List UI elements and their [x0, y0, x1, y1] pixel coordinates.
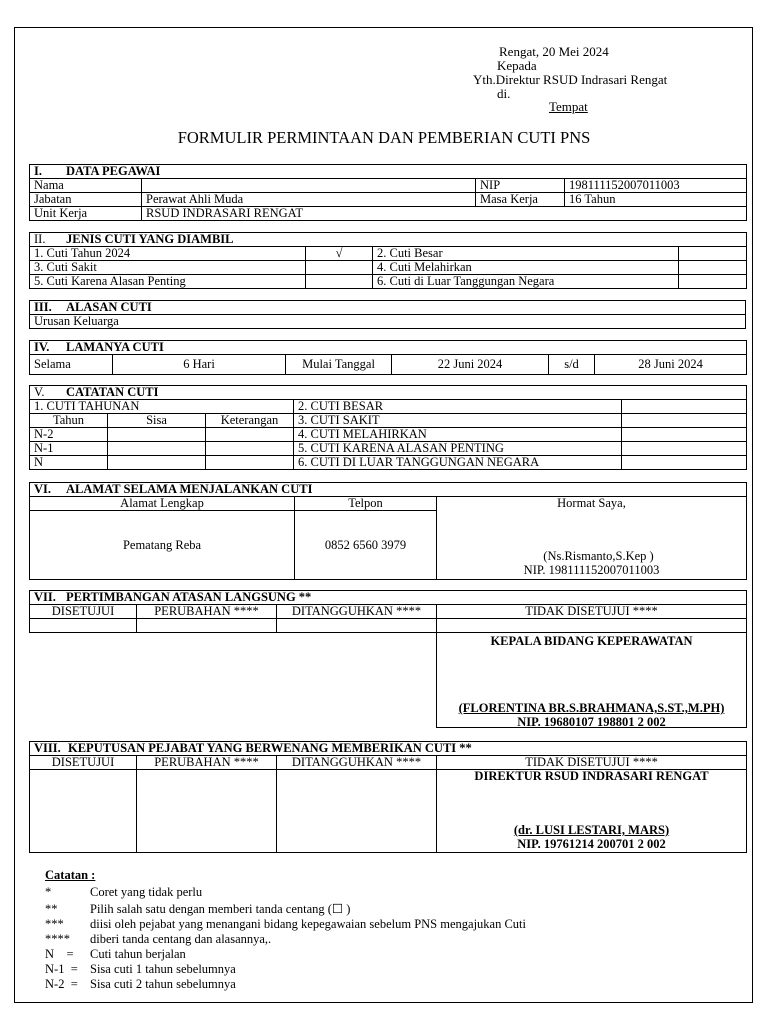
disetujui-checkbox[interactable]	[30, 770, 137, 853]
cuti-option-label: 3. Cuti Sakit	[30, 261, 306, 275]
keterangan-field[interactable]	[206, 442, 294, 456]
note-text: Sisa cuti 1 tahun sebelumnya	[90, 962, 236, 976]
form-title: FORMULIR PERMINTAAN DAN PEMBERIAN CUTI PNS	[177, 128, 591, 147]
nama-label: Nama	[30, 179, 142, 193]
section-number: III.	[34, 300, 52, 314]
section-number: VIII.	[34, 741, 61, 755]
catatan-right-field[interactable]	[622, 400, 747, 414]
section-title: ALASAN CUTI	[66, 300, 152, 314]
note-key: ****	[45, 932, 70, 946]
atasan-name: (FLORENTINA BR.S.BRAHMANA,S.ST.,M.PH)	[458, 701, 725, 715]
section-pertimbangan-atasan	[29, 590, 747, 728]
hormat-saya-cell	[437, 497, 747, 580]
section-title: DATA PEGAWAI	[66, 164, 161, 178]
atasan-signature-cell	[437, 633, 747, 728]
note-item	[45, 977, 526, 992]
catatan-right-label: 5. CUTI KARENA ALASAN PENTING	[294, 442, 622, 456]
unit-kerja-field[interactable]: RSUD INDRASARI RENGAT	[142, 207, 747, 221]
cuti-checkbox[interactable]	[679, 247, 747, 261]
col-disetujui: DISETUJUI	[30, 605, 137, 619]
catatan-notes	[45, 868, 526, 992]
note-item	[45, 962, 526, 977]
catatan-right-field[interactable]	[622, 414, 747, 428]
section-alasan-cuti	[29, 300, 746, 329]
nip-label: NIP	[476, 179, 565, 193]
section-title: CATATAN CUTI	[66, 385, 159, 399]
note-text: Pilih salah satu dengan memberi tanda centang (☐ )	[90, 902, 351, 916]
catatan-right-label: 2. CUTI BESAR	[294, 400, 622, 414]
section-data-pegawai	[29, 164, 747, 221]
note-text: Sisa cuti 2 tahun sebelumnya	[90, 977, 236, 991]
catatan-right-label: 3. CUTI SAKIT	[294, 414, 622, 428]
section-number: II.	[34, 232, 46, 246]
year-label: N-2	[30, 428, 108, 442]
kepada-label: Kepada	[497, 58, 537, 73]
unit-kerja-label: Unit Kerja	[30, 207, 142, 221]
di-label: di.	[497, 86, 511, 101]
note-item	[45, 885, 526, 900]
applicant-name: (Ns.Rismanto,S.Kep )	[543, 549, 654, 563]
nama-field[interactable]	[142, 179, 476, 193]
alamat-field[interactable]: Pematang Reba	[30, 511, 295, 580]
tempat-label: Tempat	[549, 99, 588, 114]
col-ditangguhkan: DITANGGUHKAN ****	[277, 605, 437, 619]
keterangan-field[interactable]	[206, 428, 294, 442]
cuti-option-label: 1. Cuti Tahun 2024	[30, 247, 306, 261]
cuti-option-label: 2. Cuti Besar	[373, 247, 679, 261]
col-tidak-disetujui: TIDAK DISETUJUI ****	[437, 605, 747, 619]
tidak-disetujui-checkbox[interactable]	[437, 619, 747, 633]
note-key: N =	[45, 947, 74, 961]
catatan-right-field[interactable]	[622, 442, 747, 456]
keterangan-field[interactable]	[206, 456, 294, 470]
place-date: Rengat, 20 Mei 2024	[499, 44, 609, 59]
mulai-tanggal-label: Mulai Tanggal	[286, 355, 392, 375]
note-key: *	[45, 885, 52, 899]
jabatan-label: Jabatan	[30, 193, 142, 207]
addressee: Yth.Direktur RSUD Indrasari Rengat	[473, 72, 668, 87]
col-tahun: Tahun	[30, 414, 108, 428]
section-catatan-cuti	[29, 385, 747, 470]
nip-field[interactable]: 198111152007011003	[565, 179, 747, 193]
perubahan-checkbox[interactable]	[137, 770, 277, 853]
cuti-checkbox[interactable]	[306, 275, 373, 289]
note-item	[45, 917, 526, 932]
catatan-right-label: 6. CUTI DI LUAR TANGGUNGAN NEGARA	[294, 456, 622, 470]
cuti-checkbox[interactable]: √	[306, 247, 373, 261]
cuti-tahunan-label: 1. CUTI TAHUNAN	[30, 400, 294, 414]
section-alamat	[29, 482, 747, 580]
selama-field[interactable]: 6 Hari	[113, 355, 286, 375]
cuti-option-label: 4. Cuti Melahirkan	[373, 261, 679, 275]
atasan-position: KEPALA BIDANG KEPERAWATAN	[490, 634, 693, 648]
catatan-right-label: 4. CUTI MELAHIRKAN	[294, 428, 622, 442]
sd-label: s/d	[549, 355, 595, 375]
col-tidak-disetujui: TIDAK DISETUJUI ****	[437, 756, 747, 770]
ditangguhkan-checkbox[interactable]	[277, 770, 437, 853]
direktur-position: DIREKTUR RSUD INDRASARI RENGAT	[474, 769, 709, 783]
section-number: VI.	[34, 482, 52, 496]
section-title: JENIS CUTI YANG DIAMBIL	[66, 232, 234, 246]
sisa-field[interactable]	[108, 456, 206, 470]
note-text: Cuti tahun berjalan	[90, 947, 186, 961]
empty-area	[30, 633, 437, 728]
section-number: VII.	[34, 590, 56, 604]
masa-kerja-label: Masa Kerja	[476, 193, 565, 207]
note-text: Coret yang tidak perlu	[90, 885, 203, 899]
section-title: ALAMAT SELAMA MENJALANKAN CUTI	[66, 482, 313, 496]
note-item	[45, 902, 526, 917]
cuti-option-label: 6. Cuti di Luar Tanggungan Negara	[373, 275, 679, 289]
direktur-name: (dr. LUSI LESTARI, MARS)	[513, 823, 670, 837]
cuti-checkbox[interactable]	[679, 275, 747, 289]
telpon-header: Telpon	[295, 497, 437, 511]
section-title: LAMANYA CUTI	[66, 340, 164, 354]
jabatan-field[interactable]: Perawat Ahli Muda	[142, 193, 476, 207]
year-label: N-1	[30, 442, 108, 456]
section-number: I.	[34, 164, 42, 178]
catatan-right-field[interactable]	[622, 456, 747, 470]
col-keterangan: Keterangan	[206, 414, 294, 428]
direktur-signature-cell	[437, 770, 747, 853]
note-text: diisi oleh pejabat yang menangani bidang kepegawaian sebelum PNS mengajukan Cuti	[90, 917, 527, 931]
note-item	[45, 947, 526, 962]
section-title: PERTIMBANGAN ATASAN LANGSUNG **	[66, 590, 312, 604]
note-key: N-1 =	[45, 962, 78, 976]
direktur-nip: NIP. 19761214 200701 2 002	[517, 837, 666, 851]
col-perubahan: PERUBAHAN ****	[137, 605, 277, 619]
sampai-tanggal-field[interactable]: 28 Juni 2024	[595, 355, 747, 375]
catatan-right-field[interactable]	[622, 428, 747, 442]
cuti-checkbox[interactable]	[679, 261, 747, 275]
notes-title: Catatan :	[45, 868, 96, 882]
col-perubahan: PERUBAHAN ****	[137, 756, 277, 770]
col-ditangguhkan: DITANGGUHKAN ****	[277, 756, 437, 770]
note-key: **	[45, 902, 58, 916]
sisa-field[interactable]	[108, 428, 206, 442]
section-jenis-cuti	[29, 232, 747, 289]
year-label: N	[30, 456, 108, 470]
applicant-nip: NIP. 198111152007011003	[523, 563, 660, 577]
cuti-checkbox[interactable]	[306, 261, 373, 275]
alasan-field[interactable]: Urusan Keluarga	[30, 315, 746, 329]
atasan-nip: NIP. 19680107 198801 2 002	[517, 715, 666, 728]
sisa-field[interactable]	[108, 442, 206, 456]
selama-label: Selama	[30, 355, 113, 375]
perubahan-checkbox[interactable]	[137, 619, 277, 633]
col-disetujui: DISETUJUI	[30, 756, 137, 770]
note-item	[45, 932, 526, 947]
mulai-tanggal-field[interactable]: 22 Juni 2024	[392, 355, 549, 375]
disetujui-checkbox[interactable]	[30, 619, 137, 633]
col-sisa: Sisa	[108, 414, 206, 428]
cuti-option-label: 5. Cuti Karena Alasan Penting	[30, 275, 306, 289]
section-keputusan-pejabat	[29, 741, 747, 853]
note-key: ***	[45, 917, 64, 931]
alamat-header: Alamat Lengkap	[30, 497, 295, 511]
masa-kerja-field[interactable]: 16 Tahun	[565, 193, 747, 207]
section-title: KEPUTUSAN PEJABAT YANG BERWENANG MEMBERIKAN CUTI **	[68, 741, 472, 755]
note-text: diberi tanda centang dan alasannya,.	[90, 932, 272, 946]
section-lamanya-cuti	[29, 340, 747, 375]
hormat-saya: Hormat Saya,	[557, 496, 626, 510]
note-key: N-2 =	[45, 977, 78, 991]
telpon-field[interactable]: 0852 6560 3979	[295, 511, 437, 580]
section-number: V.	[34, 385, 45, 399]
ditangguhkan-checkbox[interactable]	[277, 619, 437, 633]
section-number: IV.	[34, 340, 50, 354]
